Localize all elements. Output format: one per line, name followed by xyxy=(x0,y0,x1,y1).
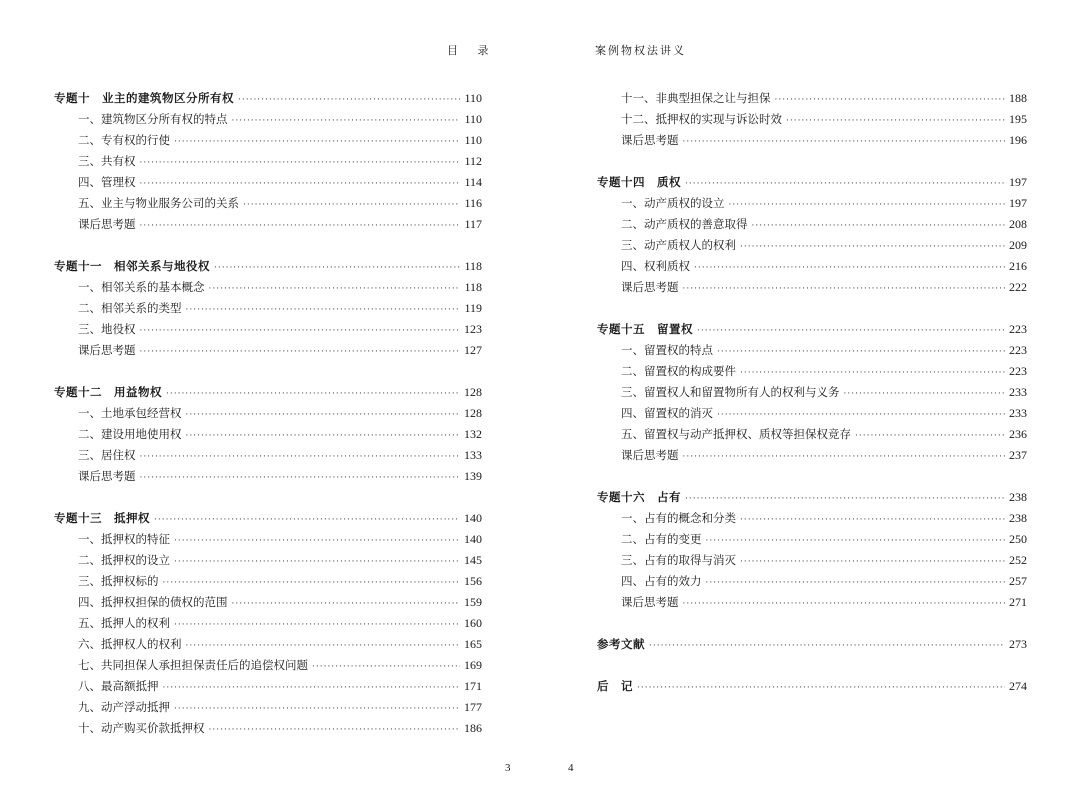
chapter-title: 参考文献 xyxy=(597,637,645,651)
entry-label: 七、共同担保人承担担保责任后的追偿权问题 xyxy=(78,658,308,672)
page-ref: 273 xyxy=(1009,637,1027,651)
leader-dots xyxy=(209,720,461,741)
toc-entry[interactable] xyxy=(54,214,482,235)
page-ref: 171 xyxy=(464,679,482,693)
toc-chapter-entry[interactable] xyxy=(54,88,482,109)
page-ref: 145 xyxy=(464,553,482,567)
toc-entry[interactable] xyxy=(54,277,482,298)
leader-dots xyxy=(163,678,461,699)
leader-dots xyxy=(140,342,461,363)
leader-dots xyxy=(232,111,461,132)
leader-dots xyxy=(140,447,461,468)
toc-entry[interactable] xyxy=(54,676,482,697)
leader-dots xyxy=(729,195,1006,216)
toc-entry[interactable] xyxy=(54,613,482,634)
entry-label: 十二、抵押权的实现与诉讼时效 xyxy=(621,112,782,126)
leader-dots xyxy=(174,132,460,153)
leader-dots xyxy=(685,489,1005,510)
entry-label: 三、抵押权标的 xyxy=(78,574,159,588)
page-ref: 133 xyxy=(464,448,482,462)
leader-dots xyxy=(186,300,461,321)
toc-entry[interactable] xyxy=(597,235,1027,256)
page-ref: 223 xyxy=(1009,343,1027,357)
entry-label: 四、占有的效力 xyxy=(621,574,702,588)
toc-entry[interactable] xyxy=(597,508,1027,529)
toc-chapter-entry[interactable] xyxy=(54,508,482,529)
page-ref: 238 xyxy=(1009,490,1027,504)
toc-entry[interactable] xyxy=(54,529,482,550)
chapter-title: 专题十四 质权 xyxy=(597,175,681,189)
toc-entry[interactable] xyxy=(597,571,1027,592)
leader-dots xyxy=(232,594,461,615)
page-ref: 169 xyxy=(464,658,482,672)
leader-dots xyxy=(154,510,460,531)
entry-label: 一、留置权的特点 xyxy=(621,343,713,357)
entry-label: 课后思考题 xyxy=(621,448,679,462)
leader-dots xyxy=(740,552,1005,573)
toc-entry[interactable] xyxy=(54,403,482,424)
toc-entry[interactable] xyxy=(54,340,482,361)
leader-dots xyxy=(697,321,1005,342)
page-ref: 250 xyxy=(1009,532,1027,546)
leader-dots xyxy=(186,636,461,657)
page-ref: 128 xyxy=(464,385,482,399)
leader-dots xyxy=(855,426,1005,447)
entry-label: 五、留置权与动产抵押权、质权等担保权竞存 xyxy=(621,427,851,441)
entry-label: 九、动产浮动抵押 xyxy=(78,700,170,714)
leader-dots xyxy=(140,216,461,237)
right-page xyxy=(540,0,1080,810)
page-ref: 257 xyxy=(1009,574,1027,588)
toc-entry[interactable] xyxy=(54,130,482,151)
toc-entry[interactable] xyxy=(597,277,1027,298)
toc-entry[interactable] xyxy=(597,403,1027,424)
leader-dots xyxy=(683,132,1006,153)
toc-section-continued xyxy=(597,88,1027,151)
leader-dots xyxy=(140,468,461,489)
toc-section xyxy=(54,88,482,235)
leader-dots xyxy=(683,594,1006,615)
toc-entry[interactable] xyxy=(54,193,482,214)
page-ref: 118 xyxy=(464,280,482,294)
entry-label: 课后思考题 xyxy=(621,133,679,147)
leader-dots xyxy=(685,174,1005,195)
toc-section xyxy=(597,487,1027,613)
page-ref: 128 xyxy=(464,406,482,420)
page-ref: 112 xyxy=(464,154,482,168)
page-ref: 271 xyxy=(1009,595,1027,609)
page-ref: 160 xyxy=(464,616,482,630)
page-ref: 238 xyxy=(1009,511,1027,525)
page-ref: 274 xyxy=(1009,679,1027,693)
leader-dots xyxy=(649,636,1005,657)
leader-dots xyxy=(312,657,460,678)
page-ref: 118 xyxy=(464,259,482,273)
toc-entry[interactable] xyxy=(597,88,1027,109)
leader-dots xyxy=(174,531,460,552)
toc-entry[interactable] xyxy=(54,718,482,739)
toc-entry[interactable] xyxy=(54,298,482,319)
toc-entry[interactable] xyxy=(54,550,482,571)
page-ref: 117 xyxy=(464,217,482,231)
page-ref: 140 xyxy=(464,511,482,525)
page-ref: 188 xyxy=(1009,91,1027,105)
entry-label: 二、留置权的构成要件 xyxy=(621,364,736,378)
leader-dots xyxy=(140,174,461,195)
page-ref: 119 xyxy=(464,301,482,315)
page-ref: 132 xyxy=(464,427,482,441)
entry-label: 三、留置权人和留置物所有人的权利与义务 xyxy=(621,385,840,399)
page-ref: 159 xyxy=(464,595,482,609)
leader-dots xyxy=(174,699,460,720)
leader-dots xyxy=(163,573,461,594)
toc-entry[interactable] xyxy=(597,214,1027,235)
leader-dots xyxy=(740,363,1005,384)
page-ref: 195 xyxy=(1009,112,1027,126)
toc-entry[interactable] xyxy=(597,424,1027,445)
leader-dots xyxy=(706,573,1006,594)
page-ref: 197 xyxy=(1009,175,1027,189)
leader-dots xyxy=(186,426,461,447)
page-ref: 139 xyxy=(464,469,482,483)
leader-dots xyxy=(706,531,1006,552)
leader-dots xyxy=(694,258,1005,279)
toc-entry[interactable] xyxy=(54,697,482,718)
entry-label: 课后思考题 xyxy=(78,469,136,483)
toc-entry[interactable] xyxy=(54,424,482,445)
page-ref: 236 xyxy=(1009,427,1027,441)
entry-label: 四、管理权 xyxy=(78,175,136,189)
chapter-title: 专题十一 相邻关系与地役权 xyxy=(54,259,210,273)
page-ref: 110 xyxy=(464,133,482,147)
page-ref: 233 xyxy=(1009,406,1027,420)
entry-label: 四、权利质权 xyxy=(621,259,690,273)
page-ref: 233 xyxy=(1009,385,1027,399)
toc-entry[interactable] xyxy=(54,319,482,340)
toc-entry[interactable] xyxy=(54,592,482,613)
toc-section xyxy=(54,382,482,487)
toc-entry[interactable] xyxy=(54,151,482,172)
entry-label: 三、占有的取得与消灭 xyxy=(621,553,736,567)
toc-chapter-entry[interactable] xyxy=(54,382,482,403)
toc-chapter-entry[interactable] xyxy=(597,319,1027,340)
toc-chapter-entry[interactable] xyxy=(54,256,482,277)
page-ref: 123 xyxy=(464,322,482,336)
page-ref: 252 xyxy=(1009,553,1027,567)
entry-label: 十、动产购买价款抵押权 xyxy=(78,721,205,735)
chapter-title: 专题十 业主的建筑物区分所有权 xyxy=(54,91,234,105)
toc-entry[interactable] xyxy=(597,592,1027,613)
entry-label: 三、动产质权人的权利 xyxy=(621,238,736,252)
entry-label: 三、共有权 xyxy=(78,154,136,168)
running-head-left: 目 录 xyxy=(447,44,497,57)
page-ref: 223 xyxy=(1009,322,1027,336)
toc-entry[interactable] xyxy=(597,361,1027,382)
leader-dots xyxy=(174,615,460,636)
page-ref: 196 xyxy=(1009,133,1027,147)
entry-label: 六、抵押权人的权利 xyxy=(78,637,182,651)
toc-right xyxy=(597,88,1027,718)
page-ref: 156 xyxy=(464,574,482,588)
leader-dots xyxy=(775,90,1006,111)
toc-left xyxy=(54,88,482,760)
page-ref: 209 xyxy=(1009,238,1027,252)
entry-label: 八、最高额抵押 xyxy=(78,679,159,693)
page-ref: 208 xyxy=(1009,217,1027,231)
toc-entry[interactable] xyxy=(597,550,1027,571)
entry-label: 五、抵押人的权利 xyxy=(78,616,170,630)
toc-entry[interactable] xyxy=(597,529,1027,550)
page-ref: 116 xyxy=(464,196,482,210)
leader-dots xyxy=(752,216,1006,237)
entry-label: 五、业主与物业服务公司的关系 xyxy=(78,196,239,210)
toc-entry[interactable] xyxy=(54,655,482,676)
leader-dots xyxy=(683,279,1006,300)
entry-label: 三、居住权 xyxy=(78,448,136,462)
leader-dots xyxy=(637,678,1005,699)
page-ref: 110 xyxy=(464,112,482,126)
toc-entry[interactable] xyxy=(597,130,1027,151)
leader-dots xyxy=(186,405,461,426)
entry-label: 一、土地承包经营权 xyxy=(78,406,182,420)
chapter-title: 后 记 xyxy=(597,679,633,693)
page-ref: 237 xyxy=(1009,448,1027,462)
page-ref: 216 xyxy=(1009,259,1027,273)
leader-dots xyxy=(717,405,1005,426)
entry-label: 十一、非典型担保之让与担保 xyxy=(621,91,771,105)
page-ref: 197 xyxy=(1009,196,1027,210)
entry-label: 二、占有的变更 xyxy=(621,532,702,546)
toc-postscript-entry[interactable] xyxy=(597,676,1027,697)
toc-entry[interactable] xyxy=(597,382,1027,403)
leader-dots xyxy=(683,447,1006,468)
chapter-title: 专题十五 留置权 xyxy=(597,322,693,336)
entry-label: 一、抵押权的特征 xyxy=(78,532,170,546)
entry-label: 一、相邻关系的基本概念 xyxy=(78,280,205,294)
toc-section xyxy=(54,256,482,361)
entry-label: 二、专有权的行使 xyxy=(78,133,170,147)
toc-chapter-entry[interactable] xyxy=(597,487,1027,508)
toc-entry[interactable] xyxy=(54,109,482,130)
leader-dots xyxy=(740,510,1005,531)
entry-label: 四、留置权的消灭 xyxy=(621,406,713,420)
leader-dots xyxy=(717,342,1005,363)
page-ref: 114 xyxy=(464,175,482,189)
entry-label: 课后思考题 xyxy=(78,217,136,231)
leader-dots xyxy=(166,384,460,405)
toc-entry[interactable] xyxy=(54,172,482,193)
page-ref: 127 xyxy=(464,343,482,357)
toc-entry[interactable] xyxy=(54,571,482,592)
chapter-title: 专题十二 用益物权 xyxy=(54,385,162,399)
entry-label: 课后思考题 xyxy=(621,280,679,294)
page-ref: 140 xyxy=(464,532,482,546)
toc-section xyxy=(597,319,1027,466)
chapter-title: 专题十三 抵押权 xyxy=(54,511,150,525)
leader-dots xyxy=(243,195,460,216)
running-head-right: 案例物权法讲义 xyxy=(595,44,686,57)
toc-entry[interactable] xyxy=(597,109,1027,130)
chapter-title: 专题十六 占有 xyxy=(597,490,681,504)
entry-label: 四、抵押权担保的债权的范围 xyxy=(78,595,228,609)
toc-entry[interactable] xyxy=(597,340,1027,361)
leader-dots xyxy=(238,90,460,111)
leader-dots xyxy=(209,279,461,300)
toc-section xyxy=(597,172,1027,298)
toc-section xyxy=(54,508,482,739)
page-ref: 110 xyxy=(464,91,482,105)
entry-label: 一、建筑物区分所有权的特点 xyxy=(78,112,228,126)
leader-dots xyxy=(140,321,461,342)
toc-entry[interactable] xyxy=(54,445,482,466)
entry-label: 课后思考题 xyxy=(621,595,679,609)
toc-entry[interactable] xyxy=(597,193,1027,214)
entry-label: 二、相邻关系的类型 xyxy=(78,301,182,315)
entry-label: 三、地役权 xyxy=(78,322,136,336)
toc-entry[interactable] xyxy=(597,445,1027,466)
leader-dots xyxy=(740,237,1005,258)
leader-dots xyxy=(140,153,461,174)
entry-label: 二、抵押权的设立 xyxy=(78,553,170,567)
leader-dots xyxy=(844,384,1006,405)
entry-label: 课后思考题 xyxy=(78,343,136,357)
entry-label: 二、动产质权的善意取得 xyxy=(621,217,748,231)
toc-entry[interactable] xyxy=(54,634,482,655)
page-ref: 165 xyxy=(464,637,482,651)
page-ref: 186 xyxy=(464,721,482,735)
entry-label: 二、建设用地使用权 xyxy=(78,427,182,441)
toc-entry[interactable] xyxy=(54,466,482,487)
page-number-right: 4 xyxy=(568,762,574,774)
page-ref: 177 xyxy=(464,700,482,714)
toc-section xyxy=(597,634,1027,655)
page-ref: 223 xyxy=(1009,364,1027,378)
toc-references-entry[interactable] xyxy=(597,634,1027,655)
leader-dots xyxy=(214,258,460,279)
entry-label: 一、动产质权的设立 xyxy=(621,196,725,210)
entry-label: 一、占有的概念和分类 xyxy=(621,511,736,525)
page-ref: 222 xyxy=(1009,280,1027,294)
leader-dots xyxy=(174,552,460,573)
toc-section xyxy=(597,676,1027,697)
toc-chapter-entry[interactable] xyxy=(597,172,1027,193)
toc-entry[interactable] xyxy=(597,256,1027,277)
leader-dots xyxy=(786,111,1005,132)
page-number-left: 3 xyxy=(505,762,511,774)
